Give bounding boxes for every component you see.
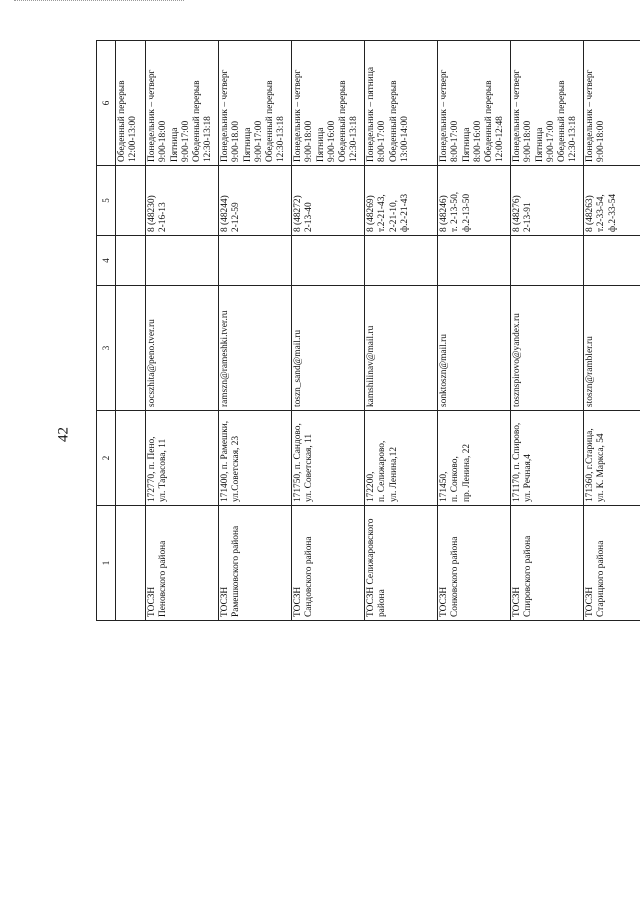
phone-cell: [511, 166, 584, 236]
table-row: [146, 41, 219, 621]
schedule-line: Понедельник – четверг: [293, 69, 303, 162]
schedule-line: 9:00-18.00: [231, 121, 242, 162]
col4-cell: [146, 236, 219, 286]
email-text[interactable]: socszhita@peno.tver.ru: [147, 319, 157, 407]
table-row: [511, 41, 584, 621]
address-cell: [146, 411, 219, 506]
phone-cell: [365, 166, 438, 236]
office-name-cell: [584, 506, 640, 621]
col-header-5: 5: [97, 166, 116, 236]
phone-line: 8 (48272): [293, 195, 303, 232]
office-name-line: ТОСЗН: [585, 586, 595, 617]
schedule-cell: [292, 41, 365, 166]
schedule-line: Понедельник – четверг: [147, 69, 157, 162]
schedule-line: 9:00-18:00: [596, 120, 607, 162]
schedule-line: Обеденный перерыв: [557, 80, 568, 162]
office-name-cell: [219, 506, 292, 621]
address-line: пр. Ленина, 22: [461, 443, 472, 502]
phone-cell: [584, 166, 640, 236]
schedule-line: 12:30-13:18: [276, 116, 287, 162]
col-header-6: 6: [97, 41, 116, 166]
schedule-line: Обеденный перерыв: [338, 80, 349, 162]
address-line: ул. К. Маркса, 54: [596, 433, 607, 502]
schedule-line: Пятница: [461, 127, 472, 162]
offices-table: [96, 40, 640, 621]
phone-line: 8 (48230): [147, 195, 157, 232]
phone-cell: [146, 166, 219, 236]
phone-cell: [438, 166, 511, 236]
col4-cell: [365, 236, 438, 286]
address-line: 171450,: [439, 471, 449, 502]
schedule-line: 9:00-18:00: [158, 120, 169, 162]
address-cell: [438, 411, 511, 506]
phone-cell: [292, 166, 365, 236]
email-text[interactable]: sonktoszn@mail.ru: [439, 334, 449, 407]
schedule-cell: [365, 41, 438, 166]
email-text[interactable]: tosznspirovo@yandex.ru: [512, 313, 522, 407]
phone-line: 8 (48269): [366, 195, 376, 232]
office-name-cell: [365, 506, 438, 621]
col-header-4: 4: [97, 236, 116, 286]
col-header-2: 2: [97, 411, 116, 506]
cell: [116, 411, 146, 506]
address-cell: [584, 411, 640, 506]
schedule-line: Понедельник – пятница: [366, 67, 376, 162]
continuation-line: Обеденный перерыв: [117, 80, 127, 162]
office-name-line: ТОСЗН Селижаровского: [366, 518, 376, 617]
address-line: 171750, п. Сандово,: [293, 423, 303, 502]
schedule-cell: [219, 41, 292, 166]
phone-line: т.2-33-54,: [596, 194, 607, 232]
schedule-line: 9:00-16:00: [326, 120, 337, 162]
schedule-cell: [511, 41, 584, 166]
table-body: [116, 41, 640, 621]
schedule-line: Обеденный перерыв: [192, 80, 203, 162]
phone-line: 2-21-10,: [388, 199, 399, 232]
email-text[interactable]: ramszn@rameshki.tver.ru: [220, 310, 230, 407]
schedule-line: 9:00-18:00: [523, 120, 534, 162]
office-name-cell: [292, 506, 365, 621]
header-row: [97, 41, 116, 621]
phone-line: 2-13-91: [523, 202, 534, 232]
phone-line: ф.2-33-54: [607, 193, 618, 232]
address-line: 171170, п. Спирово,: [512, 422, 522, 502]
schedule-line: 8:00-17:00: [377, 120, 388, 162]
address-line: ул. Ленина,12: [388, 446, 399, 502]
address-line: 171360, г.Старица,: [585, 428, 595, 502]
schedule-line: 12:30-13:18: [349, 116, 360, 162]
office-name-line: Пеновского района: [158, 540, 169, 617]
office-name-cell: [438, 506, 511, 621]
schedule-line: Понедельник – четверг: [585, 69, 595, 162]
schedule-line: Понедельник – четверг: [220, 69, 230, 162]
schedule-cell: [584, 41, 640, 166]
address-line: 172200,: [366, 471, 376, 502]
schedule-line: Понедельник – четверг: [512, 69, 522, 162]
schedule-line: 12:00-12:48: [495, 116, 506, 162]
office-name-line: Рамешковского района: [231, 525, 242, 617]
cell: [116, 236, 146, 286]
address-line: ул.Советская, 23: [231, 435, 242, 502]
schedule-line: 13:00-14:00: [399, 116, 410, 162]
col4-cell: [292, 236, 365, 286]
office-name-line: ТОСЗН: [293, 586, 303, 617]
email-cell: [292, 286, 365, 411]
address-line: ул. Речная,4: [523, 454, 534, 502]
schedule-line: Пятница: [242, 127, 253, 162]
schedule-line: Пятница: [315, 127, 326, 162]
schedule-line: Обеденный перерыв: [388, 80, 399, 162]
rotated-page: [96, 41, 618, 621]
col-header-1: 1: [97, 506, 116, 621]
continuation-row: [116, 41, 146, 621]
schedule-line: 12:30-13:18: [568, 116, 579, 162]
continuation-line: 12:00-13:00: [128, 116, 139, 162]
col4-cell: [438, 236, 511, 286]
schedule-cell: [146, 41, 219, 166]
table-row: [584, 41, 640, 621]
address-line: п. Селижарово,: [377, 440, 388, 502]
phone-line: 8 (48244): [220, 195, 230, 232]
table-row: [292, 41, 365, 621]
address-line: ул. Тарасова, 11: [158, 438, 169, 502]
cell: [116, 506, 146, 621]
phone-line: т. 2-13-50,: [450, 191, 461, 232]
schedule-line: 9:00-17:00: [253, 120, 264, 162]
schedule-line: Обеденный перерыв: [265, 80, 276, 162]
schedule-line: 12:30-13:18: [203, 116, 214, 162]
address-line: ул. Советская, 11: [304, 433, 315, 502]
phone-line: 2-12-59: [231, 202, 242, 232]
schedule-line: Понедельник – четверг: [439, 69, 449, 162]
col4-cell: [584, 236, 640, 286]
cell: [116, 286, 146, 411]
email-cell: [438, 286, 511, 411]
col4-cell: [511, 236, 584, 286]
phone-line: 2-13-40: [304, 202, 315, 232]
schedule-cell: [438, 41, 511, 166]
email-cell: [584, 286, 640, 411]
schedule-line: 9:00-17:00: [545, 120, 556, 162]
office-name-line: Сонковского района: [450, 536, 461, 617]
email-cell: [365, 286, 438, 411]
address-line: 171400, п. Рамешки,: [220, 420, 230, 502]
phone-line: ф.2-21-43: [399, 193, 410, 232]
table-row: [438, 41, 511, 621]
phone-cell: [219, 166, 292, 236]
email-text[interactable]: kamshilinav@mail.ru: [366, 325, 376, 407]
office-name-line: ТОСЗН: [512, 586, 522, 617]
scan-edge-mark: [14, 0, 184, 4]
schedule-line: Пятница: [169, 127, 180, 162]
phone-line: 8 (48263): [585, 195, 595, 232]
office-name-cell: [511, 506, 584, 621]
office-name-line: ТОСЗН: [220, 586, 230, 617]
address-line: п. Сонково,: [450, 456, 461, 502]
email-cell: [511, 286, 584, 411]
office-name-cell: [146, 506, 219, 621]
schedule-line: Обеденный перерыв: [484, 80, 495, 162]
schedule-line: Пятница: [534, 127, 545, 162]
schedule-line: 8:00-16:00: [472, 120, 483, 162]
email-text[interactable]: toszn_sand@mail.ru: [293, 329, 303, 407]
office-name-line: Старицкого района: [596, 540, 607, 617]
cell: [116, 166, 146, 236]
address-cell: [219, 411, 292, 506]
address-cell: [511, 411, 584, 506]
phone-line: ф.2-13-50: [461, 193, 472, 232]
col4-cell: [219, 236, 292, 286]
office-name-line: Сандовского района: [304, 536, 315, 617]
email-cell: [146, 286, 219, 411]
table-row: [219, 41, 292, 621]
schedule-line: 8:00-17:00: [450, 120, 461, 162]
page-number: 42: [55, 427, 72, 442]
office-name-line: района: [377, 589, 388, 617]
phone-line: т.2-21-43,: [377, 194, 388, 232]
office-name-line: Спировского района: [523, 535, 534, 617]
phone-line: 2-16-13: [158, 202, 169, 232]
phone-line: 8 (48276): [512, 195, 522, 232]
email-cell: [219, 286, 292, 411]
office-name-line: ТОСЗН: [147, 586, 157, 617]
col-header-3: 3: [97, 286, 116, 411]
schedule-line: 9:00-17:00: [180, 120, 191, 162]
schedule-line: 9:00-18:00: [304, 120, 315, 162]
office-name-line: ТОСЗН: [439, 586, 449, 617]
address-cell: [292, 411, 365, 506]
address-cell: [365, 411, 438, 506]
table-row: [365, 41, 438, 621]
email-text[interactable]: stoszn@rambler.ru: [585, 336, 595, 407]
continuation-schedule-cell: [116, 41, 146, 166]
address-line: 172770, п. Пено,: [147, 436, 157, 502]
phone-line: 8 (48246): [439, 195, 449, 232]
